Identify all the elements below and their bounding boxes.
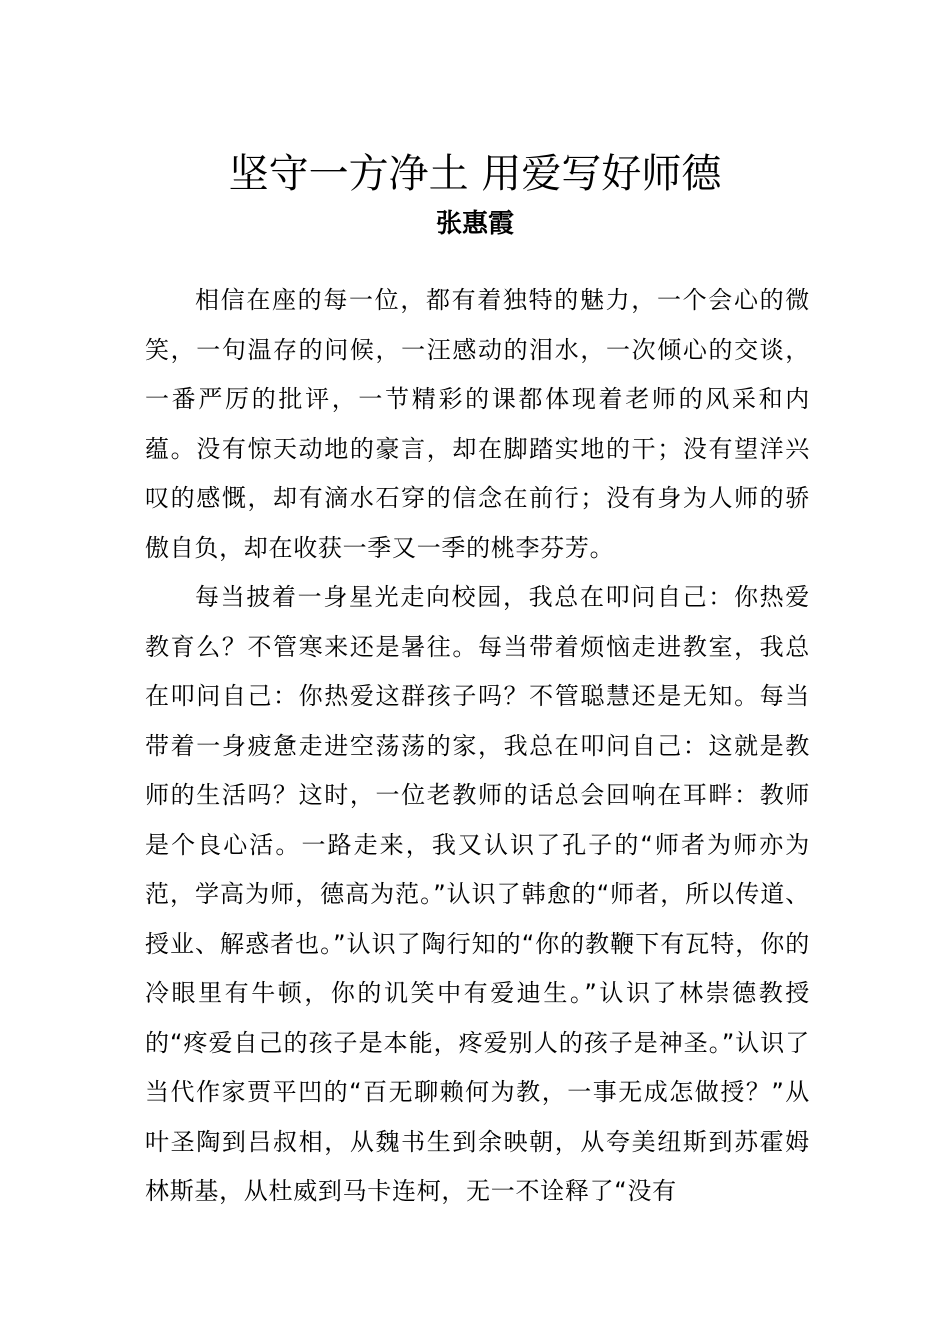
document-body: [145, 276, 810, 1217]
paragraph-2: 每当披着一身星光走向校园，我总在叩问自己：你热爱教育么？不管寒来还是暑往。每当带着烦恼走进教室，我总在叩问自己：你热爱这群孩子吗？不管聪慧还是无知。每当带着一身疲惫走进空荡荡的家，我总在叩问自己：这就是教师的生活吗？这时，一位老教师的话总会回响在耳畔：教师是个良心活。一路走来，我又认识了孔子的“师者为师亦为范，学高为师，德高为范。”认识了韩愈的“师者，所以传道、授业、解惑者也。”认识了陶行知的“你的教鞭下有瓦特，你的冷眼里有牛顿，你的讥笑中有爱迪生。”认识了林崇德教授的“疼爱自己的孩子是本能，疼爱别人的孩子是神圣。”认识了当代作家贾平凹的“百无聊赖何为教，一事无成怎做授？”从叶圣陶到吕叔相，从魏书生到余映朝，从夸美纽斯到苏霍姆林斯基，从杜威到马卡连柯，无一不诠释了“没有: [145, 583, 810, 1205]
document-title: 坚守一方净土 用爱写好师德: [228, 151, 722, 197]
document-author: 张惠霞: [435, 209, 514, 239]
paragraph-1: 相信在座的每一位，都有着独特的魅力，一个会心的微笑，一句温存的问候，一汪感动的泪水，一次倾心的交谈，一番严厉的批评，一节精彩的课都体现着老师的风采和内蕴。没有惊天动地的豪言，却在脚踏实地的干；没有望洋兴叹的感慨，却有滴水石穿的信念在前行；没有身为人师的骄傲自负，却在收获一季又一季的桃李芬芳。: [145, 286, 810, 562]
